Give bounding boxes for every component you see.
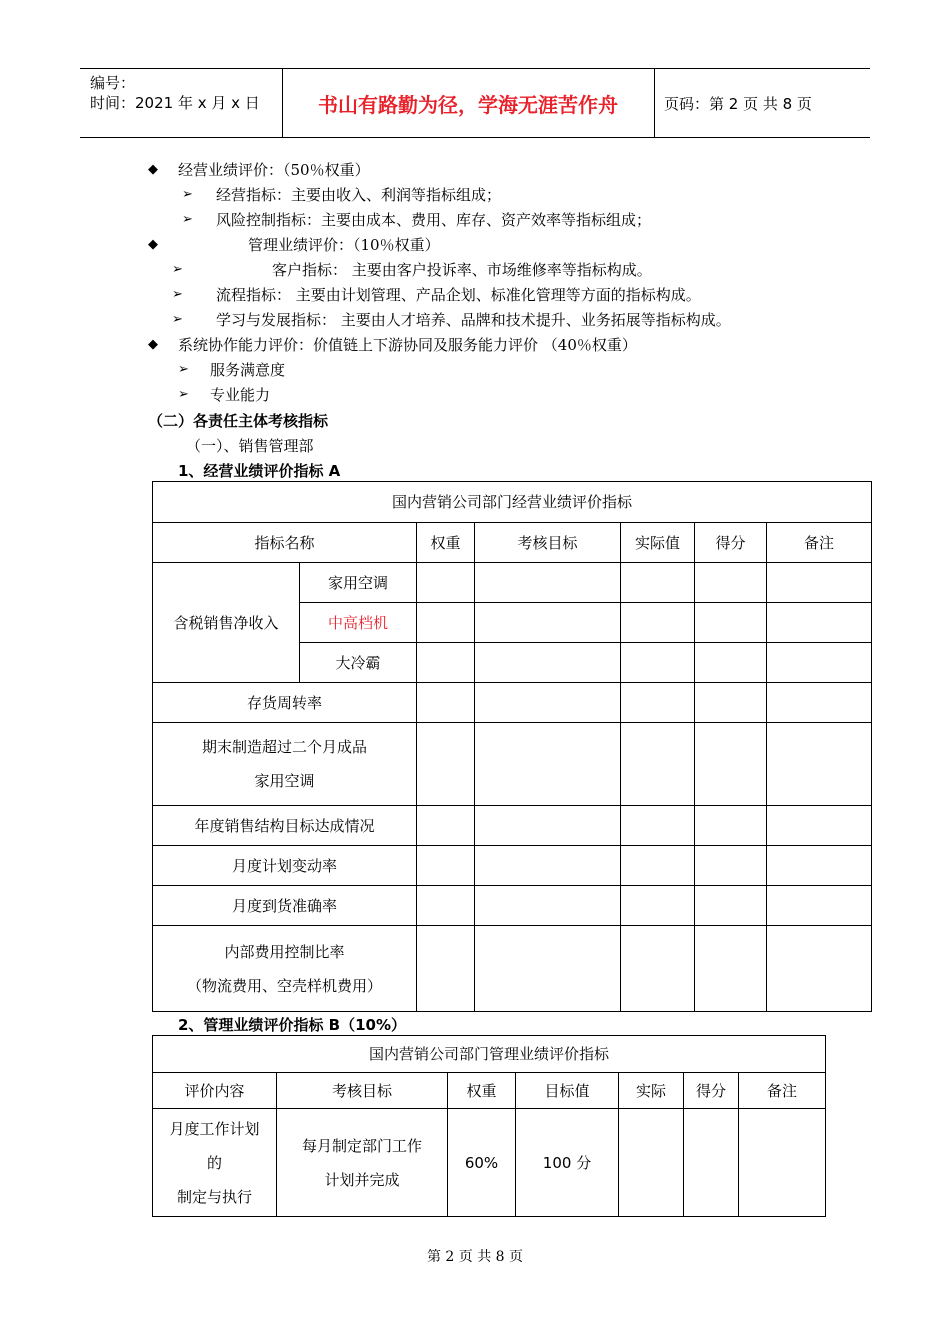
column-header: 得分: [684, 1073, 739, 1109]
target-cell[interactable]: [475, 603, 621, 643]
text-line: 专业能力: [210, 386, 271, 404]
target-value-cell: 100 分: [516, 1109, 619, 1217]
target-line: 计划并完成: [324, 1170, 400, 1189]
weight-cell[interactable]: [417, 643, 475, 683]
number-label: 编号：: [90, 74, 136, 92]
note-cell[interactable]: [767, 926, 872, 1012]
column-header: 考核目标: [277, 1073, 448, 1109]
text-line: 经营业绩评价：（50％权重）: [178, 161, 370, 179]
note-cell[interactable]: [767, 603, 872, 643]
table-header-row: [153, 523, 872, 563]
subsection-heading: （一）、销售管理部: [186, 437, 314, 455]
page-footer: 第 2 页 共 8 页: [426, 1249, 524, 1265]
table-title-row: [153, 482, 872, 523]
score-cell[interactable]: [695, 643, 767, 683]
text-line: 经营指标：主要由收入、利润等指标组成；: [216, 186, 502, 204]
column-header: 考核目标: [475, 523, 621, 563]
column-header: 得分: [695, 523, 767, 563]
text-line: 服务满意度: [210, 361, 286, 379]
header-motto: 书山有路勤为径，学海无涯苦作舟: [318, 92, 618, 117]
page-header: [80, 68, 870, 138]
score-cell[interactable]: [695, 846, 767, 886]
diamond-bullet-icon: ◆: [148, 337, 158, 352]
weight-cell[interactable]: [417, 926, 475, 1012]
note-cell[interactable]: [767, 886, 872, 926]
table-business-performance: [152, 481, 872, 1012]
target-cell[interactable]: [475, 723, 621, 806]
table-row: [153, 846, 872, 886]
table-row: [153, 806, 872, 846]
score-cell[interactable]: [695, 886, 767, 926]
content-cell: [153, 1109, 277, 1217]
score-cell[interactable]: [695, 683, 767, 723]
actual-cell[interactable]: [621, 643, 695, 683]
table-management-performance: [152, 1035, 826, 1217]
row-label: [153, 723, 417, 806]
sub-item-label: 大冷霸: [300, 643, 417, 683]
header-divider: [654, 69, 655, 137]
note-cell[interactable]: [767, 846, 872, 886]
text-line: 风险控制指标：主要由成本、费用、库存、资产效率等指标组成；: [216, 211, 652, 229]
row-label: 月度计划变动率: [153, 846, 417, 886]
table-heading: 2、管理业绩评价指标 B（10%）: [178, 1016, 406, 1034]
diamond-bullet-icon: ◆: [148, 237, 158, 252]
weight-cell[interactable]: [417, 603, 475, 643]
column-header: 目标值: [516, 1073, 619, 1109]
actual-cell[interactable]: [621, 806, 695, 846]
table-row: [153, 886, 872, 926]
header-left: [90, 73, 260, 113]
table-heading: 1、经营业绩评价指标 A: [178, 462, 341, 480]
target-line: 每月制定部门工作: [301, 1136, 422, 1155]
weight-cell[interactable]: [417, 563, 475, 603]
weight-cell[interactable]: [417, 886, 475, 926]
column-header: 备注: [767, 523, 872, 563]
time-label: 时间：2021 年 x 月 x 日: [90, 94, 260, 112]
arrow-bullet-icon: ➢: [172, 287, 183, 302]
table-row: [153, 563, 872, 603]
text-line: 系统协作能力评价：价值链上下游协同及服务能力评价 （40％权重）: [178, 336, 637, 354]
actual-cell[interactable]: [621, 683, 695, 723]
diamond-bullet-icon: ◆: [148, 162, 158, 177]
row-label-line: 家用空调: [254, 772, 315, 790]
target-cell[interactable]: [475, 886, 621, 926]
column-header: 实际: [619, 1073, 684, 1109]
weight-cell[interactable]: [417, 683, 475, 723]
column-header: 权重: [448, 1073, 516, 1109]
row-label: 存货周转率: [153, 683, 417, 723]
note-cell[interactable]: [739, 1109, 826, 1217]
target-cell[interactable]: [475, 846, 621, 886]
row-label: 年度销售结构目标达成情况: [153, 806, 417, 846]
arrow-bullet-icon: ➢: [172, 312, 183, 327]
content-line: 的: [206, 1153, 222, 1172]
target-cell[interactable]: [475, 683, 621, 723]
section-heading: （二）各责任主体考核指标: [148, 412, 329, 430]
table-header-row: [153, 1073, 826, 1109]
target-cell[interactable]: [475, 806, 621, 846]
target-cell[interactable]: [475, 643, 621, 683]
row-label-line: 内部费用控制比率: [224, 942, 345, 961]
actual-cell[interactable]: [621, 563, 695, 603]
table-row: [153, 723, 872, 806]
note-cell[interactable]: [767, 563, 872, 603]
weight-cell[interactable]: [417, 846, 475, 886]
note-cell[interactable]: [767, 723, 872, 806]
table-row: [153, 683, 872, 723]
actual-cell[interactable]: [621, 723, 695, 806]
sub-item-label: 中高档机: [300, 603, 417, 643]
row-label-line: 期末制造超过二个月成品: [201, 738, 367, 756]
column-header: 评价内容: [153, 1073, 277, 1109]
weight-cell: 60%: [448, 1109, 516, 1217]
content-line: 制定与执行: [176, 1187, 252, 1206]
arrow-bullet-icon: ➢: [172, 262, 183, 277]
actual-cell[interactable]: [621, 846, 695, 886]
arrow-bullet-icon: ➢: [178, 387, 189, 402]
text-line: 客户指标： 主要由客户投诉率、市场维修率等指标构成。: [272, 261, 652, 279]
table-row: [153, 926, 872, 1012]
header-page-info: 页码：第 2 页 共 8 页: [664, 94, 812, 113]
row-label-line: （物流费用、空壳样机费用）: [186, 976, 382, 995]
target-cell[interactable]: [475, 563, 621, 603]
column-header: 权重: [417, 523, 475, 563]
score-cell[interactable]: [695, 723, 767, 806]
score-cell[interactable]: [684, 1109, 739, 1217]
arrow-bullet-icon: ➢: [178, 362, 189, 377]
score-cell[interactable]: [695, 806, 767, 846]
note-cell[interactable]: [767, 643, 872, 683]
arrow-bullet-icon: ➢: [182, 212, 193, 227]
score-cell[interactable]: [695, 926, 767, 1012]
actual-cell[interactable]: [621, 603, 695, 643]
column-header: 指标名称: [153, 523, 417, 563]
table-title: 国内营销公司部门管理业绩评价指标: [153, 1036, 826, 1073]
target-cell: [277, 1109, 448, 1217]
arrow-bullet-icon: ➢: [182, 187, 193, 202]
weight-cell[interactable]: [417, 806, 475, 846]
sub-item-label: 家用空调: [300, 563, 417, 603]
row-label: 含税销售净收入: [153, 563, 300, 683]
table-row: [153, 1109, 826, 1217]
text-line: 学习与发展指标： 主要由人才培养、品牌和技术提升、业务拓展等指标构成。: [216, 311, 731, 329]
content-line: 月度工作计划: [169, 1119, 260, 1138]
table-title-row: [153, 1036, 826, 1073]
text-line: 流程指标： 主要由计划管理、产品企划、标准化管理等方面的指标构成。: [216, 286, 701, 304]
actual-cell[interactable]: [619, 1109, 684, 1217]
row-label: [153, 926, 417, 1012]
text-line: 管理业绩评价：（10％权重）: [248, 236, 440, 254]
target-cell[interactable]: [475, 926, 621, 1012]
column-header: 备注: [739, 1073, 826, 1109]
column-header: 实际值: [621, 523, 695, 563]
note-cell[interactable]: [767, 683, 872, 723]
score-cell[interactable]: [695, 563, 767, 603]
table-title: 国内营销公司部门经营业绩评价指标: [153, 482, 872, 523]
actual-cell[interactable]: [621, 926, 695, 1012]
actual-cell[interactable]: [621, 886, 695, 926]
note-cell[interactable]: [767, 806, 872, 846]
weight-cell[interactable]: [417, 723, 475, 806]
row-label: 月度到货准确率: [153, 886, 417, 926]
score-cell[interactable]: [695, 603, 767, 643]
